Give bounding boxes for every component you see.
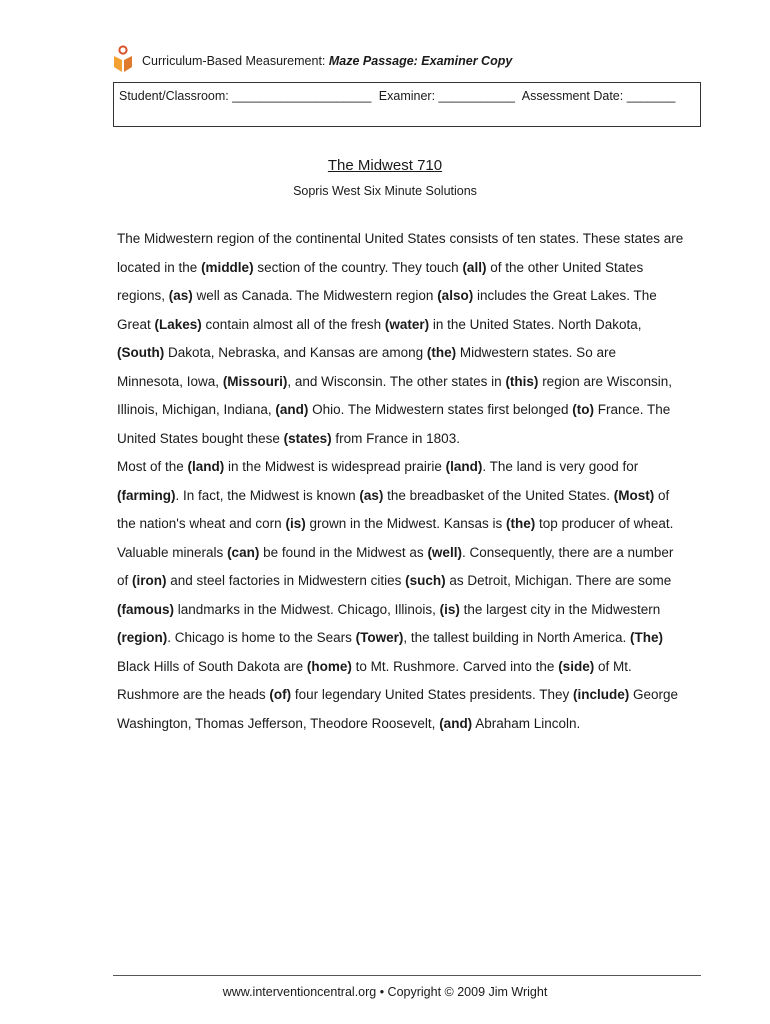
passage-text: , the tallest building in North America.: [403, 630, 630, 645]
passage-text: Minnesota, Iowa,: [117, 373, 223, 389]
passage-text: well as Canada. The Midwestern region: [192, 288, 438, 303]
passage-line: [117, 596, 717, 625]
maze-answer-word: (iron): [132, 573, 167, 588]
passage-text: . Consequently, there are a number: [461, 544, 674, 560]
passage-text: landmarks in the Midwest. Chicago, Illinois,: [174, 601, 440, 617]
maze-answer-word: (famous): [117, 601, 174, 617]
passage-text: to Mt. Rushmore. Carved into the: [351, 658, 559, 674]
maze-answer-word: (the): [426, 345, 457, 360]
passage-line: [117, 510, 717, 539]
passage-line: [117, 653, 717, 682]
passage-text: , and Wisconsin. The other states in: [287, 373, 506, 389]
passage-line: [117, 567, 717, 596]
info-row: [119, 89, 679, 103]
passage-text: of the other United States: [486, 259, 644, 275]
passage-text: Illinois, Michigan, Indiana,: [117, 402, 276, 417]
passage-text: Washington, Thomas Jefferson, Theodore Roosevelt,: [117, 715, 440, 731]
maze-answer-word: (of): [269, 687, 292, 702]
passage-line: [117, 624, 717, 653]
passage-text: Abraham Lincoln.: [472, 715, 581, 731]
maze-answer-word: (include): [573, 687, 630, 702]
passage-title: The Midwest 710: [327, 157, 443, 174]
maze-answer-word: (farming): [117, 487, 176, 503]
passage-text: the breadbasket of the United States.: [383, 487, 614, 503]
header-title: Maze Passage: Examiner Copy: [328, 54, 513, 68]
passage-line: [117, 368, 717, 397]
passage-line: [117, 482, 717, 511]
examiner-field[interactable]: Examiner: ___________: [378, 89, 515, 103]
passage-text: regions,: [117, 288, 169, 303]
header-line: [142, 54, 512, 68]
maze-answer-word: (well): [427, 544, 462, 560]
passage-text: the largest city in the Midwestern: [459, 601, 661, 617]
maze-answer-word: (is): [285, 516, 306, 531]
passage-text: includes the Great Lakes. The: [473, 288, 657, 303]
maze-answer-word: (home): [306, 658, 352, 674]
passage-text: of: [117, 573, 133, 588]
maze-answer-word: (middle): [201, 259, 254, 275]
maze-answer-word: (South): [117, 345, 165, 360]
passage-text: Valuable minerals: [117, 544, 228, 560]
passage-text: George: [629, 687, 679, 702]
passage-text: Great: [117, 316, 155, 332]
maze-answer-word: (is): [439, 601, 460, 617]
maze-answer-word: (Lakes): [154, 316, 202, 332]
maze-answer-word: (can): [227, 544, 260, 560]
passage-text: as Detroit, Michigan. There are some: [445, 573, 672, 588]
passage-text: . In fact, the Midwest is known: [175, 487, 360, 503]
maze-answer-word: (Missouri): [222, 373, 288, 389]
passage-text: in the United States. North Dakota,: [429, 316, 642, 332]
passage-text: from France in 1803.: [331, 430, 460, 446]
passage-line: [117, 282, 717, 311]
maze-answer-word: (to): [572, 402, 594, 417]
maze-answer-word: (Most): [613, 487, 655, 503]
maze-answer-word: (Tower): [355, 630, 404, 645]
maze-answer-word: (states): [283, 430, 332, 446]
student-field[interactable]: Student/Classroom: ____________________: [119, 89, 372, 103]
assessment-date-field[interactable]: Assessment Date: _______: [521, 89, 676, 103]
passage-text: of: [654, 487, 670, 503]
maze-answer-word: (as): [168, 288, 193, 303]
passage-text: four legendary United States presidents. They: [291, 687, 573, 702]
maze-answer-word: (this): [505, 373, 539, 389]
passage-subtitle: Sopris West Six Minute Solutions: [293, 184, 477, 198]
passage-text: Black Hills of South Dakota are: [117, 658, 307, 674]
passage-text: be found in the Midwest as: [259, 544, 428, 560]
maze-answer-word: (region): [117, 630, 168, 645]
passage-line: [117, 225, 717, 254]
passage-text: Ohio. The Midwestern states first belonged: [308, 402, 573, 417]
passage-body: [117, 225, 717, 738]
passage-text: located in the: [117, 259, 202, 275]
passage-line: [117, 453, 717, 482]
header-prefix: Curriculum-Based Measurement:: [142, 54, 326, 68]
passage-text: . Chicago is home to the Sears: [167, 630, 356, 645]
footer-text: www.interventioncentral.org • Copyright © 2009 Jim Wright: [222, 985, 548, 999]
passage-text: The Midwestern region of the continental United States consists of ten states. These states are: [117, 231, 684, 246]
passage-text: . The land is very good for: [482, 459, 639, 474]
passage-text: the nation's wheat and corn: [117, 516, 286, 531]
passage-line: [117, 425, 717, 454]
passage-text: region are Wisconsin,: [538, 373, 672, 389]
maze-answer-word: (and): [275, 402, 309, 417]
maze-answer-word: (as): [359, 487, 384, 503]
maze-answer-word: (all): [462, 259, 487, 275]
passage-line: [117, 396, 717, 425]
maze-answer-word: (land): [445, 459, 483, 474]
passage-line: [117, 681, 717, 710]
maze-answer-word: (The): [629, 630, 663, 645]
passage-line: [117, 339, 717, 368]
passage-text: and steel factories in Midwestern cities: [166, 573, 406, 588]
info-box: [113, 82, 701, 127]
maze-answer-word: (side): [558, 658, 595, 674]
passage-text: Dakota, Nebraska, and Kansas are among: [164, 345, 427, 360]
passage-line: [117, 539, 717, 568]
footer-divider: [113, 975, 701, 976]
passage-text: Midwestern states. So are: [456, 345, 616, 360]
passage-text: France. The: [593, 402, 671, 417]
passage-line: [117, 254, 717, 283]
maze-answer-word: (such): [405, 573, 446, 588]
interventioncentral-logo-icon: [112, 45, 134, 73]
passage-text: in the Midwest is widespread prairie: [224, 459, 446, 474]
passage-line: [117, 710, 717, 739]
passage-text: section of the country. They touch: [253, 259, 463, 275]
passage-text: top producer of wheat.: [535, 516, 674, 531]
passage-text: United States bought these: [117, 430, 284, 446]
passage-text: Rushmore are the heads: [117, 687, 270, 702]
maze-answer-word: (the): [506, 516, 536, 531]
maze-answer-word: (and): [439, 715, 473, 731]
passage-text: Most of the: [117, 459, 188, 474]
maze-answer-word: (water): [384, 316, 430, 332]
passage-text: of Mt.: [594, 658, 632, 674]
maze-answer-word: (also): [437, 288, 474, 303]
passage-text: grown in the Midwest. Kansas is: [305, 516, 507, 531]
maze-answer-word: (land): [187, 459, 225, 474]
passage-text: contain almost all of the fresh: [201, 316, 385, 332]
passage-line: [117, 311, 717, 340]
